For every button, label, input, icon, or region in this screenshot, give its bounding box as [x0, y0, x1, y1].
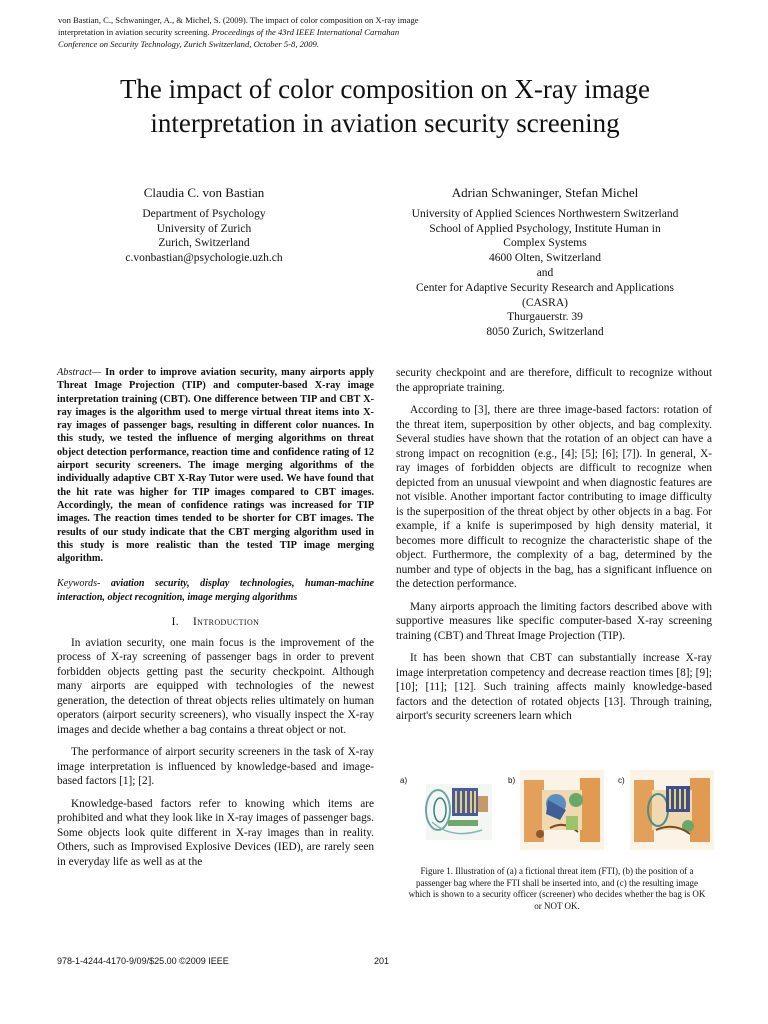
body-paragraph-continued: security checkpoint and are therefore, difficult to recognize without the appropriate training. — [396, 367, 712, 394]
figure-panel-b — [508, 770, 604, 850]
affiliation-line: (CASRA) — [521, 296, 568, 309]
affiliation-line: 8050 Zurich, Switzerland — [486, 326, 604, 339]
keywords-label: Keywords- — [57, 578, 101, 590]
body-paragraph: Many airports approach the limiting factors described above with supportive measures like specific computer-based X-ray screening training (CBT) and Threat Image Projection (TIP). — [396, 600, 712, 642]
affiliation-line: Zurich, Switzerland — [158, 237, 250, 250]
abstract — [57, 366, 374, 565]
affiliation-line: and — [536, 266, 554, 279]
page-number: 201 — [374, 956, 390, 966]
paper-title — [40, 72, 730, 140]
figure-panel-a — [400, 770, 496, 850]
author-name-right: Adrian Schwaninger, Stefan Michel — [451, 185, 639, 200]
body-paragraph: The performance of airport security screeners in the task of X-ray image interpretation is influenced by knowledge-based and image-based factors [1]; [2]. — [57, 746, 374, 788]
citation-header — [58, 14, 438, 50]
affiliation-line: Center for Adaptive Security Research and Applications — [415, 281, 675, 294]
author-name-left: Claudia C. von Bastian — [143, 185, 265, 200]
figure-caption: Figure 1. Illustration of (a) a fictional threat item (FTI), (b) the position of a passenger bag where the FTI shall be inserted into, and (c) the resulting image which is shown to a security officer (screener) who decides whether the bag is OK or NOT OK. — [408, 866, 706, 911]
author-block-right — [378, 186, 712, 340]
author-email[interactable]: c.vonbastian@psychologie.uzh.ch — [125, 252, 283, 265]
threat-item-image — [412, 770, 496, 850]
author-block-left — [58, 186, 350, 266]
citation-venue: Proceedings of the 43rd IEEE International Carnahan Conference on Security Technology, Zurich Switzerland, October 5-8, 2009. — [58, 27, 400, 49]
section-heading-introduction — [57, 616, 374, 628]
affiliation-line: Department of Psychology — [142, 207, 266, 220]
section-title: Introduction — [193, 615, 260, 628]
affiliation-line: 4600 Olten, Switzerland — [488, 252, 602, 265]
body-paragraph: It has been shown that CBT can substantially increase X-ray image interpretation competency and decrease reaction times [8]; [9]; [10]; [11]; [12]. Such training affects mainly knowledge-based factors and the detection of rotated objects [13]. Through training, airport's security screeners learn which — [396, 652, 712, 722]
body-paragraph: According to [3], there are three image-based factors: rotation of the threat item, superposition by other objects, and bag complexity. Several studies have shown that the rotation of an object can have a strong impact on recognition (e.g., [4]; [5]; [6]; [7]). In general, X-ray images of forbidden objects are difficult to recognize when depicted from an unusual viewpoint and when diagnostic features are not visible. Another important factor contributing to image difficulty is the superposition of the threat object by other objects in a bag. For example, if a knife is superimposed by high density material, it becomes more difficult to recognize the characteristic shape of the object. Furthermore, the complexity of a bag, determined by the number and type of objects in the bag, has a significant influence on the detection performance. — [396, 404, 712, 590]
abstract-label: Abstract— — [57, 367, 102, 378]
right-column — [396, 366, 712, 732]
panel-label-b: b) — [508, 776, 516, 785]
left-column — [57, 366, 374, 877]
footer-isbn: 978-1-4244-4170-9/09/$25.00 ©2009 IEEE — [57, 956, 229, 966]
panel-label-c: c) — [618, 776, 625, 785]
passenger-bag-image — [520, 770, 604, 850]
affiliation-line: University of Zurich — [156, 222, 252, 235]
affiliation-line: University of Applied Sciences Northwestern Switzerland — [411, 207, 679, 220]
affiliation-line: Thurgauerstr. 39 — [507, 311, 583, 324]
affiliation-line: Complex Systems — [503, 237, 587, 250]
body-paragraph: In aviation security, one main focus is the improvement of the process of X-ray screening of passenger bags in order to prevent forbidden objects getting past the security checkpoint. Although many airports are equipped with technologies of the newest generation, the detection of threat objects relies ultimately on human operators (airport security screeners), who visually inspect the X-ray images and decide whether a bag contains a threat object or not. — [57, 636, 374, 736]
citation-lead: von Bastian, C., Schwaninger, A., & Michel, S. (2009). The impact of color composition on X-ray image interpretation in aviation security screening. — [58, 15, 419, 37]
title-line-1: The impact of color composition on X-ray image — [119, 74, 651, 104]
title-line-2: interpretation in aviation security screening — [150, 108, 620, 138]
merged-image — [630, 770, 714, 850]
figure-panel-c — [618, 770, 714, 850]
abstract-text: In order to improve aviation security, many airports apply Threat Image Projection (TIP) and computer-based X-ray image interpretation training (CBT). One difference between TIP and CBT X-ray images is the algorithm used to merge virtual threat items into X-ray images of passenger bags, resulting in different color nuances. In this study, we tested the influence of merging algorithms on threat object detection performance, reaction time and confidence rating of 12 airport security screeners. The image merging algorithms of the individually adaptive CBT X-Ray Tutor were used. We have found that the hit rate was higher for TIP images compared to CBT images. Accordingly, the mean of confidence ratings was increased for TIP images. The reaction times tended to be shorter for CBT images. The results of our study indicate that the CBT merging algorithm used in this study is more realistic than the tested TIP image merging algorithm. — [57, 367, 374, 565]
body-paragraph: Knowledge-based factors refer to knowing which items are prohibited and what they look like in X-ray images of passenger bags. Some objects look quite different in X-ray images than in reality. Others, such as Improvised Explosive Devices (IED), are rarely seen in everyday life as well as at the — [57, 797, 374, 868]
keywords-text: aviation security, display technologies, human-machine interaction, object recognition, image merging algorithms — [57, 578, 374, 603]
panel-label-a: a) — [400, 776, 408, 785]
section-number: I. — [171, 615, 180, 628]
keywords — [57, 577, 374, 603]
affiliation-line: School of Applied Psychology, Institute Human in — [429, 222, 661, 235]
figure-1 — [400, 770, 714, 850]
